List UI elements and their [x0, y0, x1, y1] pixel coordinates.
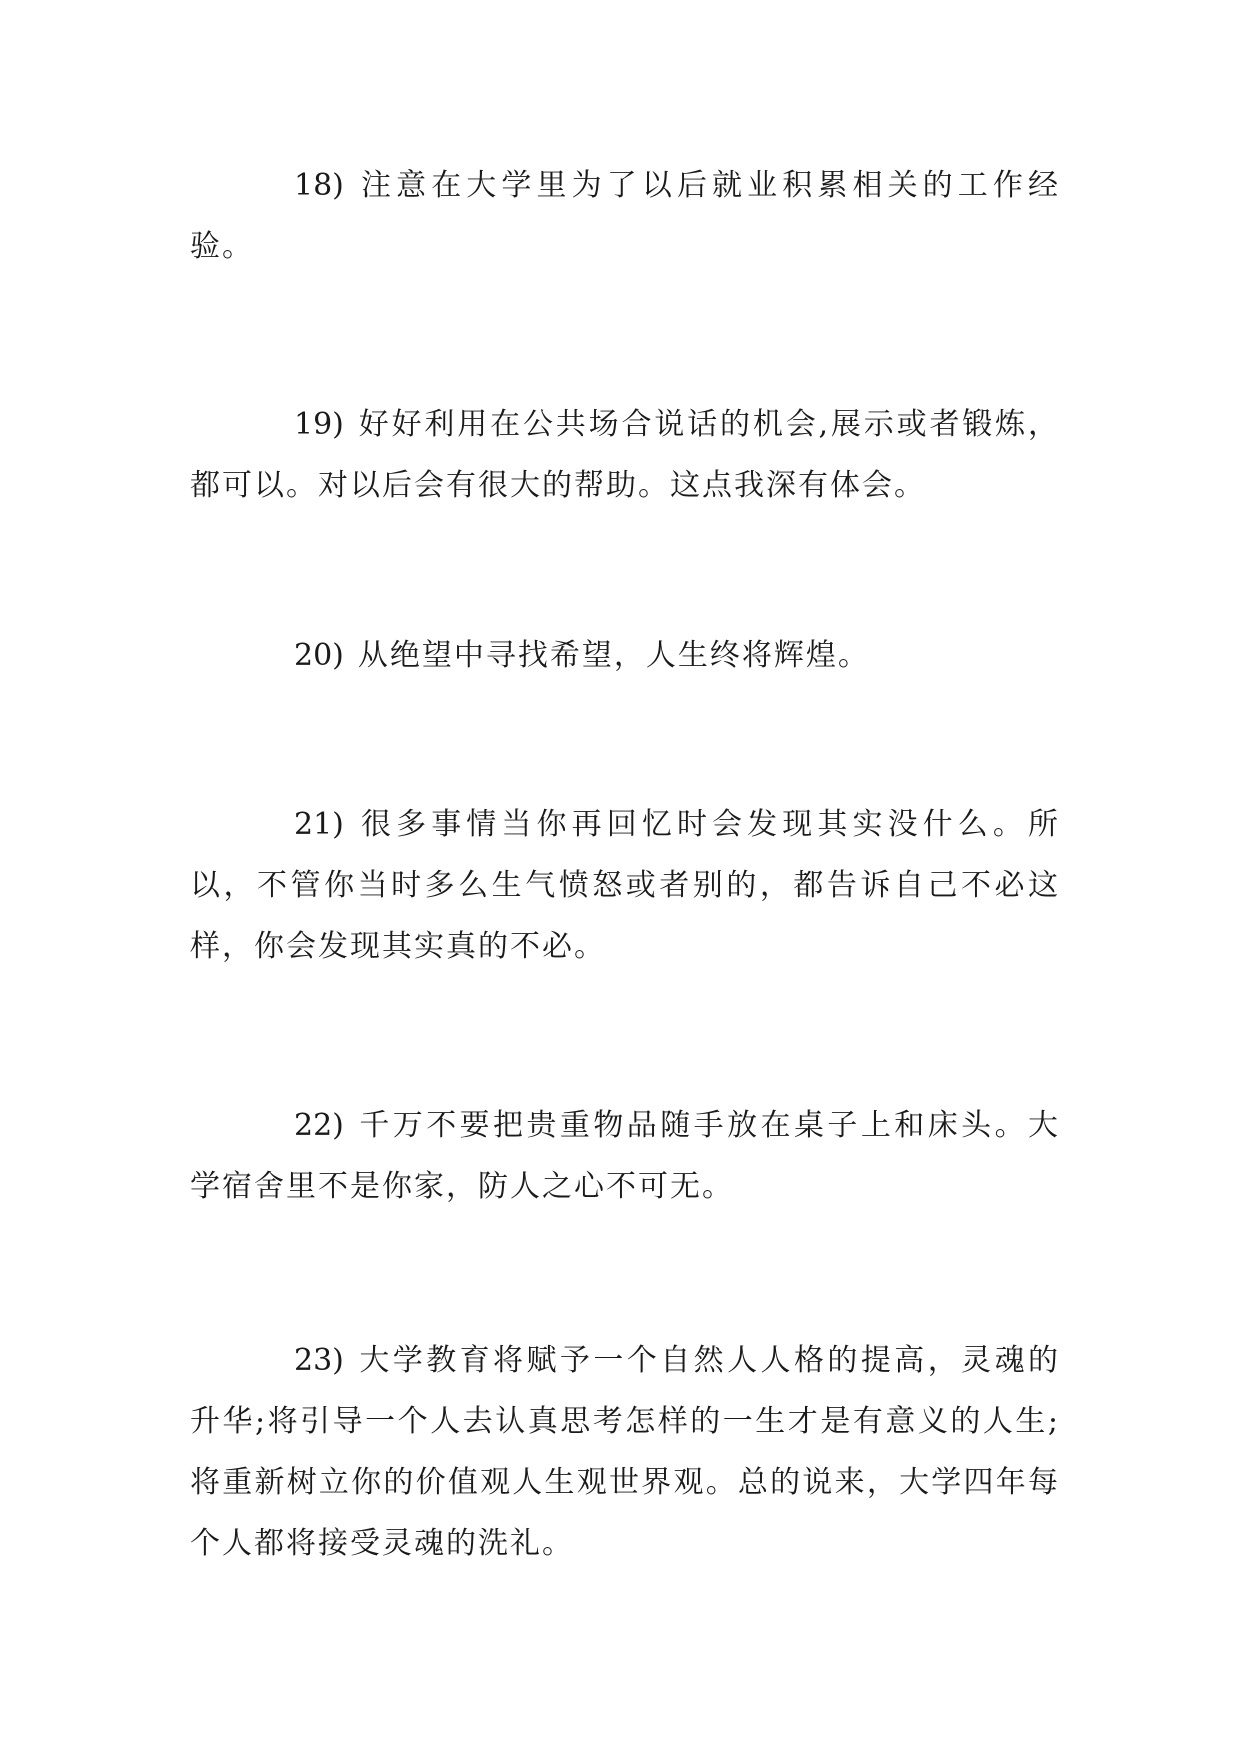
list-item [190, 155, 1060, 277]
item-number: 23) [294, 1343, 344, 1378]
item-number: 22) [294, 1108, 344, 1143]
item-text: 注意在大学里为了以后就业积累相关的工作经验。 [190, 168, 1060, 264]
item-number: 19) [294, 407, 344, 442]
item-number: 21) [294, 807, 344, 842]
list-item [190, 1330, 1060, 1574]
item-text: 很多事情当你再回忆时会发现其实没什么。所以，不管你当时多么生气愤怒或者别的，都告诉自己不必这样，你会发现其实真的不必。 [190, 807, 1060, 964]
item-text: 从绝望中寻找希望，人生终将辉煌。 [357, 638, 870, 673]
item-text: 千万不要把贵重物品随手放在桌子上和床头。大学宿舍里不是你家，防人之心不可无。 [190, 1108, 1060, 1204]
list-item [190, 794, 1060, 977]
item-number: 20) [294, 638, 344, 673]
item-number: 18) [294, 168, 344, 203]
list-item [190, 394, 1060, 516]
item-text: 大学教育将赋予一个自然人人格的提高，灵魂的升华;将引导一个人去认真思考怎样的一生才是有意义的人生;将重新树立你的价值观人生观世界观。总的说来，大学四年每个人都将接受灵魂的洗礼。 [190, 1343, 1060, 1561]
list-item [190, 1095, 1060, 1217]
item-text: 好好利用在公共场合说话的机会,展示或者锻炼，都可以。对以后会有很大的帮助。这点我深有体会。 [190, 407, 1060, 503]
list-item [190, 625, 1060, 686]
